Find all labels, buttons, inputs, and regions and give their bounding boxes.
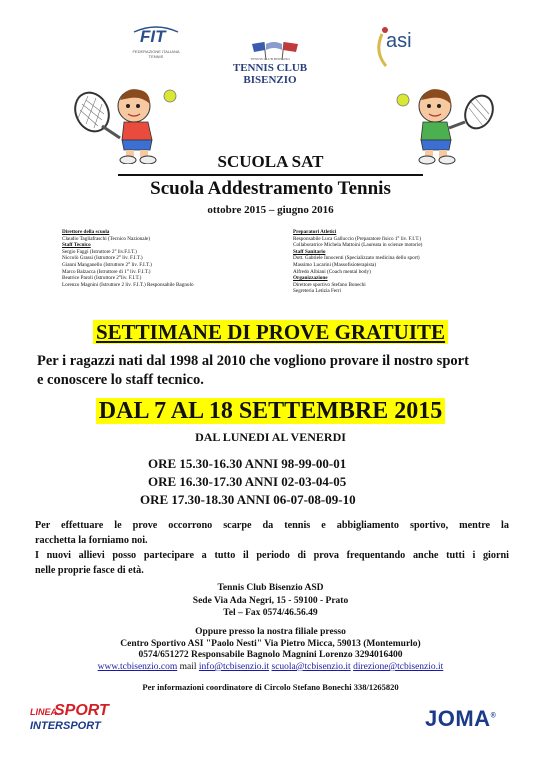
- email-info-link[interactable]: info@tcbisenzio.it: [198, 662, 270, 672]
- dates-banner: [0, 397, 541, 426]
- club-contact: [0, 582, 541, 620]
- club-logo-name: TENNIS CLUB BISENZIO: [232, 62, 308, 86]
- note-line: nelle proprie fasce di età.: [35, 565, 144, 576]
- staff-heading: Direttore della scuola: [62, 229, 110, 235]
- asi-logo: [368, 18, 418, 70]
- staff-line: Sergio Faggi (Istruttore 2° liv.F.I.T.): [62, 248, 137, 255]
- staff-line: Responsabile Luca Galluccio (Preparatore fisico 1° liv. F.I.T.): [293, 235, 422, 242]
- dates-banner-text: DAL 7 AL 18 SETTEMBRE 2015: [96, 398, 445, 424]
- linea-sport-logo: [30, 702, 110, 736]
- email-direzione-link[interactable]: direzione@tcbisenzio.it: [353, 662, 444, 672]
- branch-line: 0574/651272 Responsabile Bagnolo Magnini Lorenzo 3294016400: [138, 650, 403, 660]
- staff-line: Marco Balzacca (Istruttore di 1° liv. F.I.T.): [62, 268, 151, 275]
- intro-line: e conoscere lo staff tecnico.: [37, 372, 204, 388]
- sport-text: SPORT: [54, 702, 109, 719]
- branch-info: [0, 627, 541, 662]
- note-line: I nuovi allievi posso partecipare a tutto il periodo di prova frequentando anche tutti i giorni: [35, 550, 509, 561]
- staff-line: Beatrice Paroli (Istruttore 2°liv. F.I.T.): [62, 275, 142, 282]
- fit-logo: [126, 22, 186, 67]
- asi-logo-text: asi: [386, 30, 412, 52]
- website-link[interactable]: www.tcbisenzio.com: [97, 662, 178, 672]
- staff-line: Collaboratrice Michela Mattoini (Laureata in scienze motorie): [293, 242, 423, 249]
- staff-heading: Staff Tecnico: [62, 242, 91, 249]
- notes-text: [35, 518, 509, 578]
- staff-line: Segreteria Letizia Ferri: [293, 288, 342, 295]
- staff-heading: Preparatori Atletici: [293, 229, 337, 235]
- staff-line: Dott. Gabriele Innocenti (Specializzato medicina dello sport): [293, 255, 420, 262]
- free-trial-banner-text: SETTIMANE DI PROVE GRATUITE: [93, 320, 448, 344]
- fit-logo-text: FIT: [140, 27, 166, 46]
- title-rule: [118, 174, 423, 176]
- club-logo-small: TENNIS CLUB BISENZIO: [250, 57, 290, 61]
- club-logo: [210, 40, 330, 86]
- intro-line: Per i ragazzi nati dal 1998 al 2010 che vogliono provare il nostro sport: [37, 353, 469, 369]
- linea-text: LINEA: [30, 707, 57, 717]
- joma-logo: JOMA®: [425, 706, 497, 731]
- school-full-name: Scuola Addestramento Tennis: [150, 178, 391, 199]
- intersport-text: INTERSPORT: [30, 720, 101, 732]
- club-contact-phone: Tel – Fax 0574/46.56.49: [223, 608, 318, 618]
- free-trial-banner: [0, 319, 541, 345]
- staff-left-column: [62, 229, 194, 288]
- club-contact-name: Tennis Club Bisenzio ASD: [217, 583, 324, 593]
- staff-line: Alfredo Albiani (Coach mental body): [293, 268, 371, 275]
- staff-right-column: [293, 229, 422, 295]
- club-contact-address: Sede Via Ada Negri, 15 - 59100 - Prato: [192, 595, 349, 606]
- staff-line: Claudio Tagliafraschi (Tecnico Nazionale): [62, 235, 151, 242]
- note-line: racchetta la forniamo noi.: [35, 535, 148, 546]
- branch-line: Oppure presso la nostra filiale presso: [195, 627, 346, 637]
- note-line: Per effettuare le prove occorrono scarpe da tennis e abbigliamento sportivo, mentre la: [35, 520, 509, 531]
- staff-line: Gianni Manganello (Istruttore 2° liv. F.I.T.): [62, 261, 152, 268]
- mail-label: mail: [179, 662, 197, 672]
- branch-line: Centro Sportivo ASI "Paolo Nesti" Via Pietro Micca, 59013 (Montemurlo): [120, 638, 421, 649]
- staff-heading: Organizzazione: [293, 275, 328, 282]
- coordinator-info: Per informazioni coordinatore di Circolo Stefano Bonechi 338/1265820: [142, 682, 399, 692]
- staff-line: Direttore sportivo Stefano Bonechi: [293, 281, 366, 288]
- schedule-item: ORE 17.30-18.30 ANNI 06-07-08-09-10: [140, 492, 356, 507]
- fit-logo-subtext: FEDERAZIONE ITALIANA TENNIS: [132, 49, 180, 59]
- days-label: DAL LUNEDI AL VENERDI: [195, 430, 346, 444]
- schedule-item: ORE 15.30-16.30 ANNI 98-99-00-01: [148, 456, 347, 471]
- email-scuola-link[interactable]: scuola@tcbisenzio.it: [271, 662, 351, 672]
- intro-text: [37, 352, 469, 390]
- schedule-list: [140, 455, 356, 509]
- school-period: ottobre 2015 – giugno 2016: [207, 204, 334, 216]
- staff-line: Lorenzo Magnini (Istruttore 2 liv. F.I.T.) Responsabile Bagnolo: [62, 281, 194, 288]
- staff-heading: Staff Sanitario: [293, 248, 326, 255]
- staff-line: Massimo Lucarini (Massofisioterapista): [293, 261, 376, 268]
- staff-line: Niccolò Grassi (Istruttore 2° liv. F.I.T.): [62, 255, 143, 262]
- school-title: SCUOLA SAT: [217, 152, 324, 171]
- joma-text: JOMA: [425, 706, 491, 731]
- schedule-item: ORE 16.30-17.30 ANNI 02-03-04-05: [148, 474, 347, 489]
- web-links: [0, 661, 541, 673]
